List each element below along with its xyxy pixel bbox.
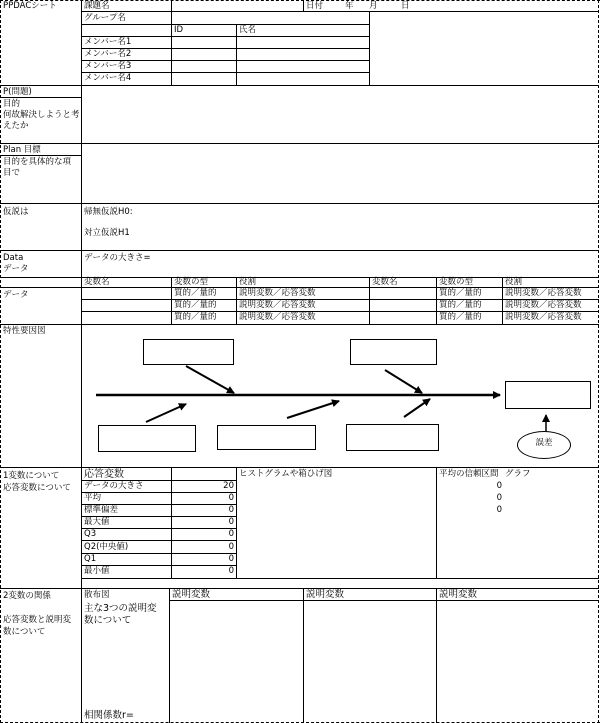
cause-arrow xyxy=(385,370,422,393)
variable-role-header: 役割 xyxy=(505,277,523,287)
variable-role[interactable]: 説明変数／応答変数 xyxy=(239,288,316,298)
variables-row-label: データ xyxy=(3,290,29,300)
hypothesis-field[interactable] xyxy=(150,205,598,249)
member-name-fields[interactable] xyxy=(237,37,368,84)
month-label: 月 xyxy=(369,1,378,11)
variable-type[interactable]: 質的／量的 xyxy=(174,312,217,322)
stat-value: 0 xyxy=(228,566,234,576)
member-label: メンバー名2 xyxy=(84,49,132,59)
univariate-label: 1変数について xyxy=(3,471,60,481)
ci-value: 0 xyxy=(496,505,502,515)
variable-role[interactable]: 説明変数／応答変数 xyxy=(505,300,582,310)
variable-type-header: 変数の型 xyxy=(174,277,209,287)
id-header: ID xyxy=(174,25,184,35)
sheet-border-left xyxy=(0,0,1,723)
problem-field[interactable] xyxy=(82,86,598,143)
group-label: グループ名 xyxy=(84,13,126,23)
stat-label: 標準偏差 xyxy=(84,505,119,515)
variable-name-header: 変数名 xyxy=(372,277,398,287)
error-label: 誤差 xyxy=(535,438,553,448)
alt-hypothesis-label: 対立仮説H1 xyxy=(84,228,130,238)
correlation-label: 相関係数r= xyxy=(84,710,134,721)
member-id-fields[interactable] xyxy=(172,37,236,84)
bivariate-label: 2変数の関係 xyxy=(3,591,51,601)
variable-type[interactable]: 質的／量的 xyxy=(174,288,217,298)
day-label: 日 xyxy=(401,1,410,11)
cause-arrow xyxy=(186,366,234,393)
cause-box[interactable] xyxy=(143,339,234,365)
sheet-border-right xyxy=(598,0,599,723)
scatter-label: 散布図 xyxy=(84,590,110,600)
stat-value: 0 xyxy=(228,529,234,539)
year-label: 年 xyxy=(345,1,354,11)
scatter-plot-area[interactable] xyxy=(438,602,597,721)
topic-field[interactable] xyxy=(172,1,302,11)
member-label: メンバー名3 xyxy=(84,61,132,71)
variable-type[interactable]: 質的／量的 xyxy=(439,288,482,298)
stat-label: Q2(中央値) xyxy=(84,542,129,552)
main-variables-label: 数について xyxy=(84,615,132,626)
ci-value: 0 xyxy=(496,493,502,503)
stat-label: データの大きさ xyxy=(84,481,144,491)
topic-label: 課題名 xyxy=(84,1,110,11)
hypothesis-label: 仮説は xyxy=(3,207,29,217)
stat-value: 0 xyxy=(228,554,234,564)
variable-role[interactable]: 説明変数／応答変数 xyxy=(505,312,582,322)
cause-box[interactable] xyxy=(217,425,316,450)
plan-field[interactable] xyxy=(82,144,598,203)
cause-arrow xyxy=(287,401,339,418)
scatter-plot-area[interactable] xyxy=(171,602,302,721)
histogram-label: ヒストグラムや箱ひげ図 xyxy=(239,469,333,479)
variable-type[interactable]: 質的／量的 xyxy=(174,300,217,310)
cause-arrow xyxy=(404,399,430,417)
explanatory-variable-header: 説明変数 xyxy=(306,589,345,600)
stat-label: 最小値 xyxy=(84,566,110,576)
plan-label: 目的を具体的な項 xyxy=(3,157,72,167)
stat-value: 0 xyxy=(228,517,234,527)
variable-type[interactable]: 質的／量的 xyxy=(439,300,482,310)
effect-box[interactable] xyxy=(505,381,591,409)
univariate-label: 応答変数について xyxy=(3,483,71,493)
cause-box[interactable] xyxy=(346,424,439,451)
sheet-title: PPDACシート xyxy=(3,1,57,11)
data-label: データ xyxy=(3,264,29,274)
purpose-label: 目的 xyxy=(3,99,21,109)
problem-label: P(問題) xyxy=(3,87,32,97)
stat-value: 0 xyxy=(228,505,234,515)
bivariate-label: 応答変数と説明変 xyxy=(3,615,72,625)
fishbone-label: 特性要因図 xyxy=(3,326,46,336)
ci-graph-label: グラフ xyxy=(505,469,531,479)
data-label: Data xyxy=(3,253,24,263)
variable-type-header: 変数の型 xyxy=(439,277,474,287)
cause-box[interactable] xyxy=(350,339,437,365)
explanatory-variable-header: 説明変数 xyxy=(439,589,478,600)
variable-name-header: 変数名 xyxy=(84,277,110,287)
cause-arrow xyxy=(146,404,186,422)
cause-box[interactable] xyxy=(98,425,196,452)
main-variables-label: 主な3つの説明変 xyxy=(84,603,157,614)
bivariate-label: 数について xyxy=(3,627,46,637)
group-field[interactable] xyxy=(172,12,368,24)
scatter-plot-area[interactable] xyxy=(305,602,435,721)
stat-value: 0 xyxy=(228,542,234,552)
variable-role[interactable]: 説明変数／応答変数 xyxy=(239,300,316,310)
plan-label: 目で xyxy=(3,168,21,178)
variable-role-header: 役割 xyxy=(239,277,257,287)
variable-role[interactable]: 説明変数／応答変数 xyxy=(505,288,582,298)
stat-label: Q1 xyxy=(84,554,97,564)
ci-label: 平均の信頼区間 xyxy=(439,469,499,479)
purpose-label: えたか xyxy=(3,121,29,131)
stat-label: 平均 xyxy=(84,493,102,503)
response-variable-title: 応答変数 xyxy=(84,469,124,480)
name-header: 氏名 xyxy=(239,25,257,35)
date-label: 日付 xyxy=(306,1,324,11)
ci-value: 0 xyxy=(496,481,502,491)
member-label: メンバー名4 xyxy=(84,73,132,83)
variable-type[interactable]: 質的／量的 xyxy=(439,312,482,322)
stat-label: Q3 xyxy=(84,529,97,539)
variable-role[interactable]: 説明変数／応答変数 xyxy=(239,312,316,322)
histogram-area[interactable] xyxy=(238,481,435,577)
plan-label: Plan 目標 xyxy=(3,145,41,155)
null-hypothesis-label: 帰無仮説H0: xyxy=(84,207,133,217)
data-size-label: データの大きさ= xyxy=(84,253,151,263)
stat-label: 最大値 xyxy=(84,517,110,527)
stat-value: 20 xyxy=(223,481,234,491)
stat-value: 0 xyxy=(228,493,234,503)
member-label: メンバー名1 xyxy=(84,37,132,47)
purpose-label: 何故解決しようと考 xyxy=(3,110,80,120)
explanatory-variable-header: 説明変数 xyxy=(172,589,211,600)
